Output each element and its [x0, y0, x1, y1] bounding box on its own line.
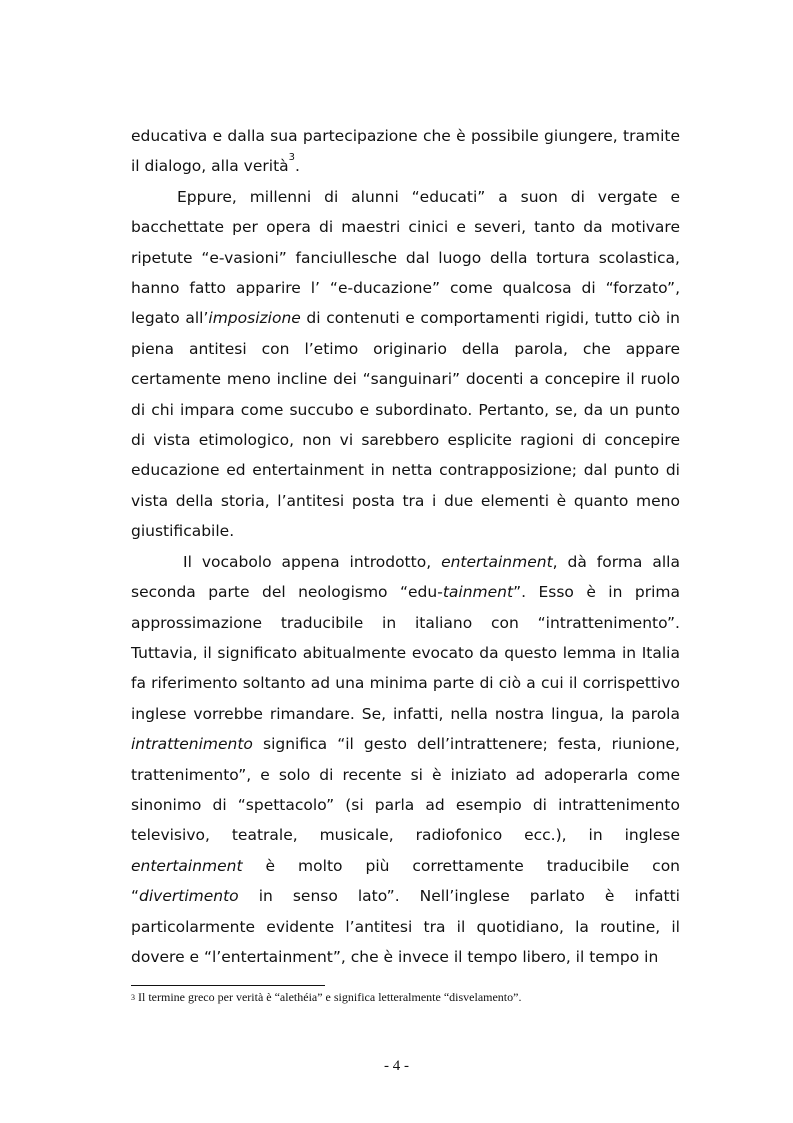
paragraph-3-text-b: , dà forma alla seconda parte del neologismo “edu-	[131, 552, 680, 602]
page-number: - 4 -	[384, 1058, 409, 1074]
paragraph-2-text-a: Eppure, millenni di alunni “educati” a suon di vergate e bacchettate per opera di maestri cinici e severi, tanto da motivare ripetute “e-vasioni” fanciullesche dal luogo della tortura scolastica, hanno fatto apparire l’ “e-ducazione” come qualcosa di “forzato”, legato all’	[131, 187, 680, 328]
paragraph-3-text-c: ”. Esso è in prima approssimazione traducibile in italiano con “intrattenimento”. Tuttavia, il significato abitualmente evocato da questo lemma in Italia fa riferimento soltanto ad una minima parte di ciò a cui il corrispettivo inglese vorrebbe rimandare. Se, infatti, nella nostra lingua, la parola	[131, 583, 680, 723]
footnote-reference: 3	[288, 152, 296, 164]
footnote-text: Il termine greco per verità è “alethéia” e significa letteralmente “disvelamento”.	[135, 990, 522, 1004]
footnote	[131, 989, 691, 1005]
body-text	[131, 121, 680, 972]
paragraph-2-text-b: di contenuti e comportamenti rigidi, tutto ciò in piena antitesi con l’etimo originario della parola, che appare certamente meno incline dei “sanguinari” docenti a concepire il ruolo di chi impara come succubo e subordinato. Pertanto, se, da un punto di vista etimologico, non vi sarebbero esplicite ragioni di concepire educazione ed entertainment in netta contrapposizione; dal punto di vista della storia, l’antitesi posta tra i due elementi è quanto meno giustificabile.	[131, 309, 680, 541]
paragraph-1-text: educativa e dalla sua partecipazione che è possibile giungere, tramite il dialogo, alla verità	[131, 127, 680, 176]
paragraph-1-end: .	[295, 157, 300, 176]
footnote-number: 3	[131, 993, 135, 1002]
paragraph-3-text-a: Il vocabolo appena introdotto,	[183, 552, 442, 571]
paragraph-3-text-e: è molto più correttamente traducibile con “	[131, 856, 680, 906]
paragraph-1	[131, 121, 680, 182]
footnote-divider	[131, 985, 325, 986]
italic-divertimento: divertimento	[139, 887, 239, 906]
paragraph-3-text-d: significa “il gesto dell’intrattenere; festa, riunione, trattenimento”, e solo di recente si è iniziato ad adoperarla come sinonimo di “spettacolo” (si parla ad esempio di intrattenimento televisivo, teatrale, musicale, radiofonico ecc.), in inglese	[131, 735, 680, 845]
italic-tainment: tainment	[442, 583, 514, 602]
paragraph-3	[131, 547, 680, 973]
paragraph-3-text-f: in senso lato”. Nell’inglese parlato è infatti particolarmente evidente l’antitesi tra il quotidiano, la routine, il dovere e “l’entertainment”, che è invece il tempo libero, il tempo in	[131, 887, 680, 966]
italic-entertainment-1: entertainment	[441, 552, 553, 571]
italic-intrattenimento: intrattenimento	[131, 735, 253, 754]
italic-imposizione: imposizione	[208, 309, 301, 328]
italic-entertainment-2: entertainment	[131, 856, 243, 875]
paragraph-2	[131, 182, 680, 547]
